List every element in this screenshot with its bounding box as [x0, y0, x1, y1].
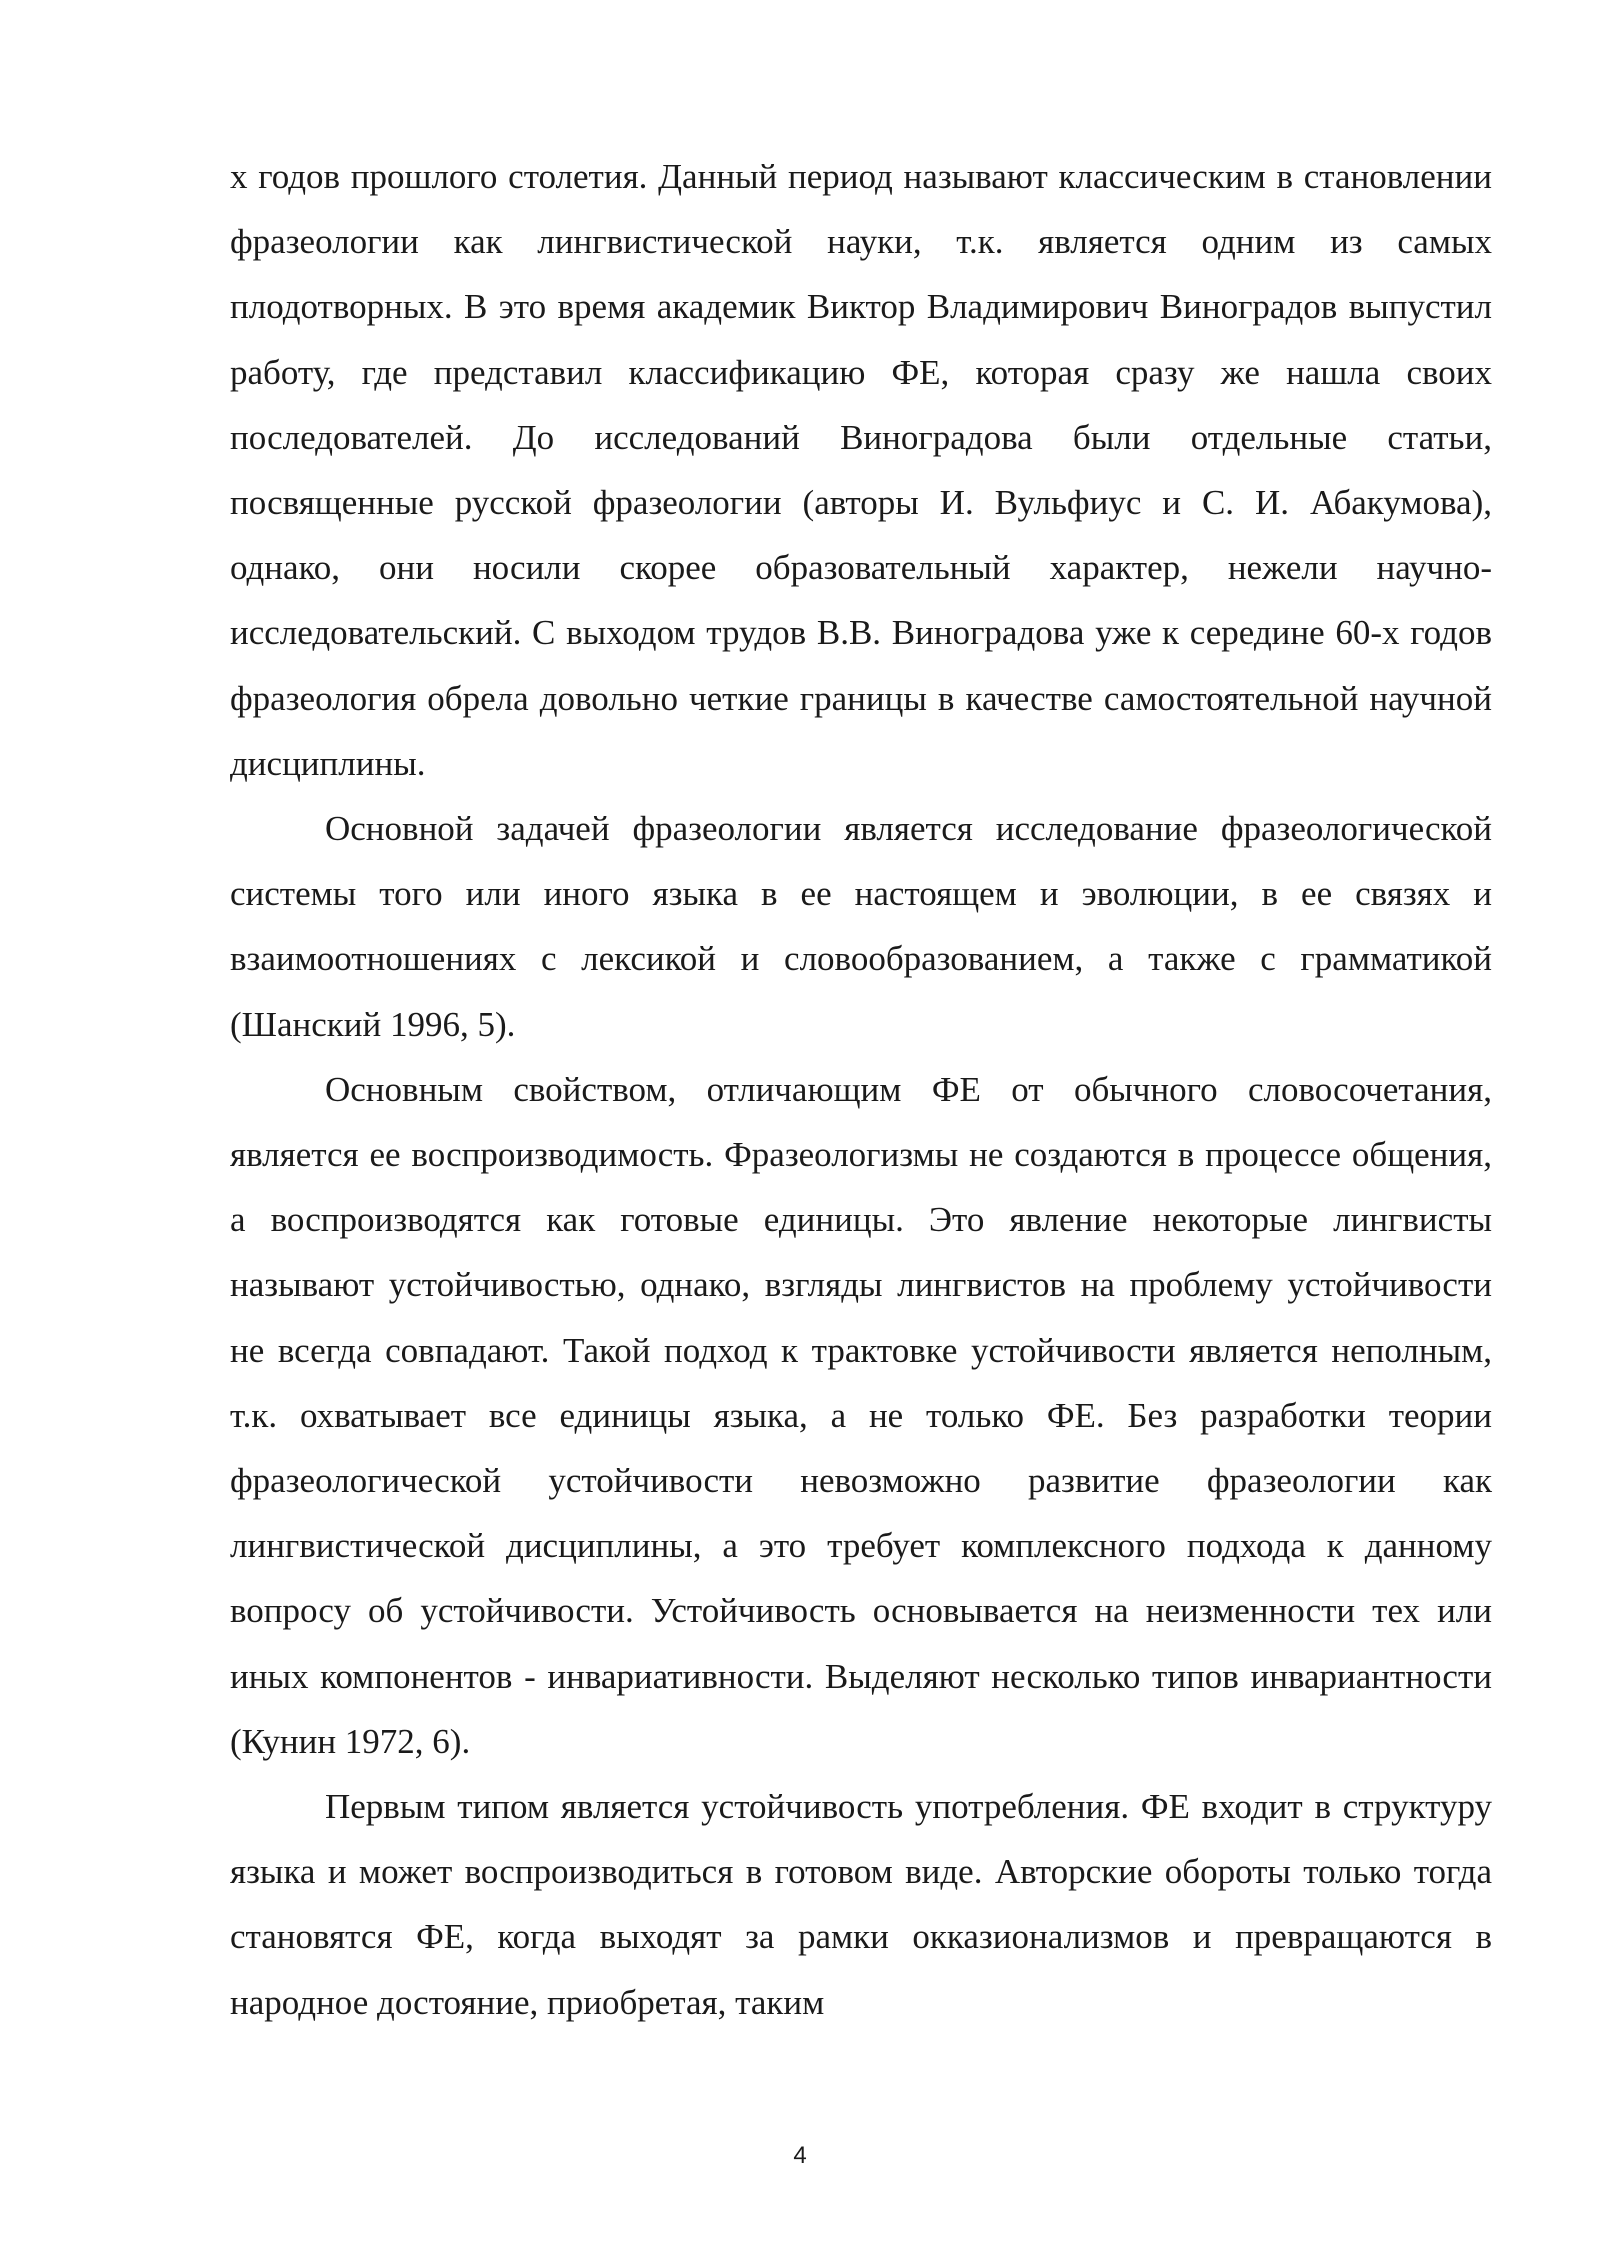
page-number: 4	[793, 2142, 807, 2169]
paragraph-task-of-phraseology: Основной задачей фразеологии является исследование фразеологической системы того или иного языка в ее настоящем и эволюции, в ее связях и взаимоотношениях с лексикой и словообразованием, а также с грамматикой (Шанский 1996, 5).	[230, 809, 1492, 1044]
paragraph-continuation: х годов прошлого столетия. Данный период называют классическим в становлении фразеологии как лингвистической науки, т.к. является одним из самых плодотворных. В это время академик Виктор Владимирович Виноградов выпустил работу, где представил классификацию ФЕ, которая сразу же нашла своих последователей. До исследований Виноградова были отдельные статьи, посвященные русской фразеологии (авторы И. Вульфиус и С. И. Абакумова), однако, они носили скорее образовательный характер, нежели научно-исследовательский. С выходом трудов В.В. Виноградова уже к середине 60-х годов фразеология обрела довольно четкие границы в качестве самостоятельной научной дисциплины.	[230, 157, 1492, 783]
paragraph-reproducibility: Основным свойством, отличающим ФЕ от обычного словосочетания, является ее воспроизводимость. Фразеологизмы не создаются в процессе общения, а воспроизводятся как готовые единицы. Это явление некоторые лингвисты называют устойчивостью, однако, взгляды лингвистов на проблему устойчивости не всегда совпадают. Такой подход к трактовке устойчивости является неполным, т.к. охватывает все единицы языка, а не только ФЕ. Без разработки теории фразеологической устойчивости невозможно развитие фразеологии как лингвистической дисциплины, а это требует комплексного подхода к данному вопросу об устойчивости. Устойчивость основывается на неизменности тех или иных компонентов - инвариативности. Выделяют несколько типов инвариантности (Кунин 1972, 6).	[230, 1069, 1492, 1761]
paragraph-usage-stability: Первым типом является устойчивость употребления. ФЕ входит в структуру языка и может воспроизводиться в готовом виде. Авторские обороты только тогда становятся ФЕ, когда выходят за рамки окказионализмов и превращаются в народное достояние, приобретая, таким	[230, 1787, 1492, 2022]
body-text	[230, 144, 1492, 2035]
